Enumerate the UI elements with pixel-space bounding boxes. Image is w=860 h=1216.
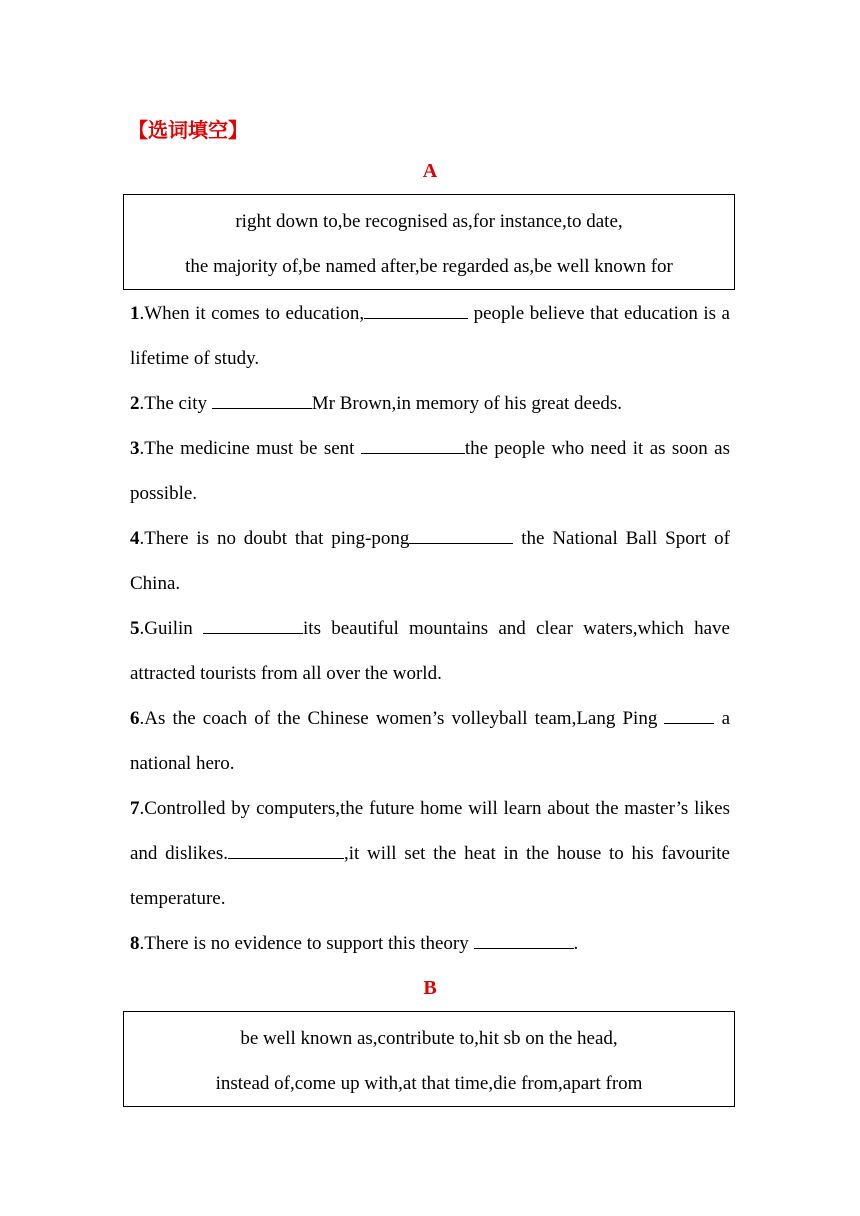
- answer-blank[interactable]: [203, 615, 303, 634]
- question-text: .: [573, 933, 579, 954]
- question-number: 3: [130, 438, 140, 459]
- question-number: 5: [130, 618, 140, 639]
- word-bank-b-line-1: be well known as,contribute to,hit sb on the head,: [240, 1028, 618, 1049]
- question-1: [130, 291, 730, 381]
- question-text: .There is no evidence to support this theory: [139, 933, 474, 954]
- section-b-label: B: [423, 977, 437, 999]
- question-text: a national hero.: [130, 708, 731, 774]
- question-number: 7: [130, 798, 140, 819]
- word-bank-b: [123, 1011, 735, 1107]
- question-number: 1: [130, 303, 140, 324]
- question-text: the National Ball Sport of China.: [130, 528, 730, 594]
- answer-blank[interactable]: [364, 300, 468, 319]
- question-text: its beautiful mountains and clear waters,which have attracted tourists from all over the world.: [130, 618, 730, 684]
- question-number: 8: [130, 933, 140, 954]
- question-number: 6: [130, 708, 140, 729]
- question-text: .When it comes to education,: [139, 303, 365, 324]
- question-text: .There is no doubt that ping-pong: [139, 528, 410, 549]
- answer-blank[interactable]: [228, 840, 344, 859]
- question-3: [130, 426, 730, 516]
- answer-blank[interactable]: [361, 435, 465, 454]
- question-text: .Controlled by computers,the future home will learn about the master’s likes and dislikes.: [130, 798, 730, 864]
- section-heading: 【选词填空】: [128, 118, 248, 142]
- word-bank-a-line-2: the majority of,be named after,be regarded as,be well known for: [185, 256, 673, 277]
- question-text: the people who need it as soon as possible.: [130, 438, 730, 504]
- answer-blank[interactable]: [474, 930, 574, 949]
- word-bank-a-line-1: right down to,be recognised as,for instance,to date,: [235, 211, 623, 232]
- question-text: .Guilin: [139, 618, 204, 639]
- answer-blank[interactable]: [664, 705, 714, 724]
- question-number: 4: [130, 528, 140, 549]
- word-bank-a: [123, 194, 735, 290]
- word-bank-b-line-2: instead of,come up with,at that time,die from,apart from: [215, 1073, 643, 1094]
- question-2: [130, 381, 730, 426]
- question-text: .The medicine must be sent: [139, 438, 361, 459]
- question-list: [130, 291, 730, 966]
- question-text: .The city: [139, 393, 212, 414]
- question-5: [130, 606, 730, 696]
- question-text: people believe that education is a lifetime of study.: [130, 303, 730, 369]
- question-8: [130, 921, 730, 966]
- section-a-label: A: [422, 160, 438, 182]
- question-number: 2: [130, 393, 140, 414]
- answer-blank[interactable]: [212, 390, 312, 409]
- question-text: .As the coach of the Chinese women’s volleyball team,Lang Ping: [139, 708, 665, 729]
- question-4: [130, 516, 730, 606]
- answer-blank[interactable]: [409, 525, 513, 544]
- question-text: Mr Brown,in memory of his great deeds.: [311, 393, 623, 414]
- question-6: [130, 696, 730, 786]
- question-7: [130, 786, 730, 921]
- question-text: ,it will set the heat in the house to his favourite temperature.: [130, 843, 730, 909]
